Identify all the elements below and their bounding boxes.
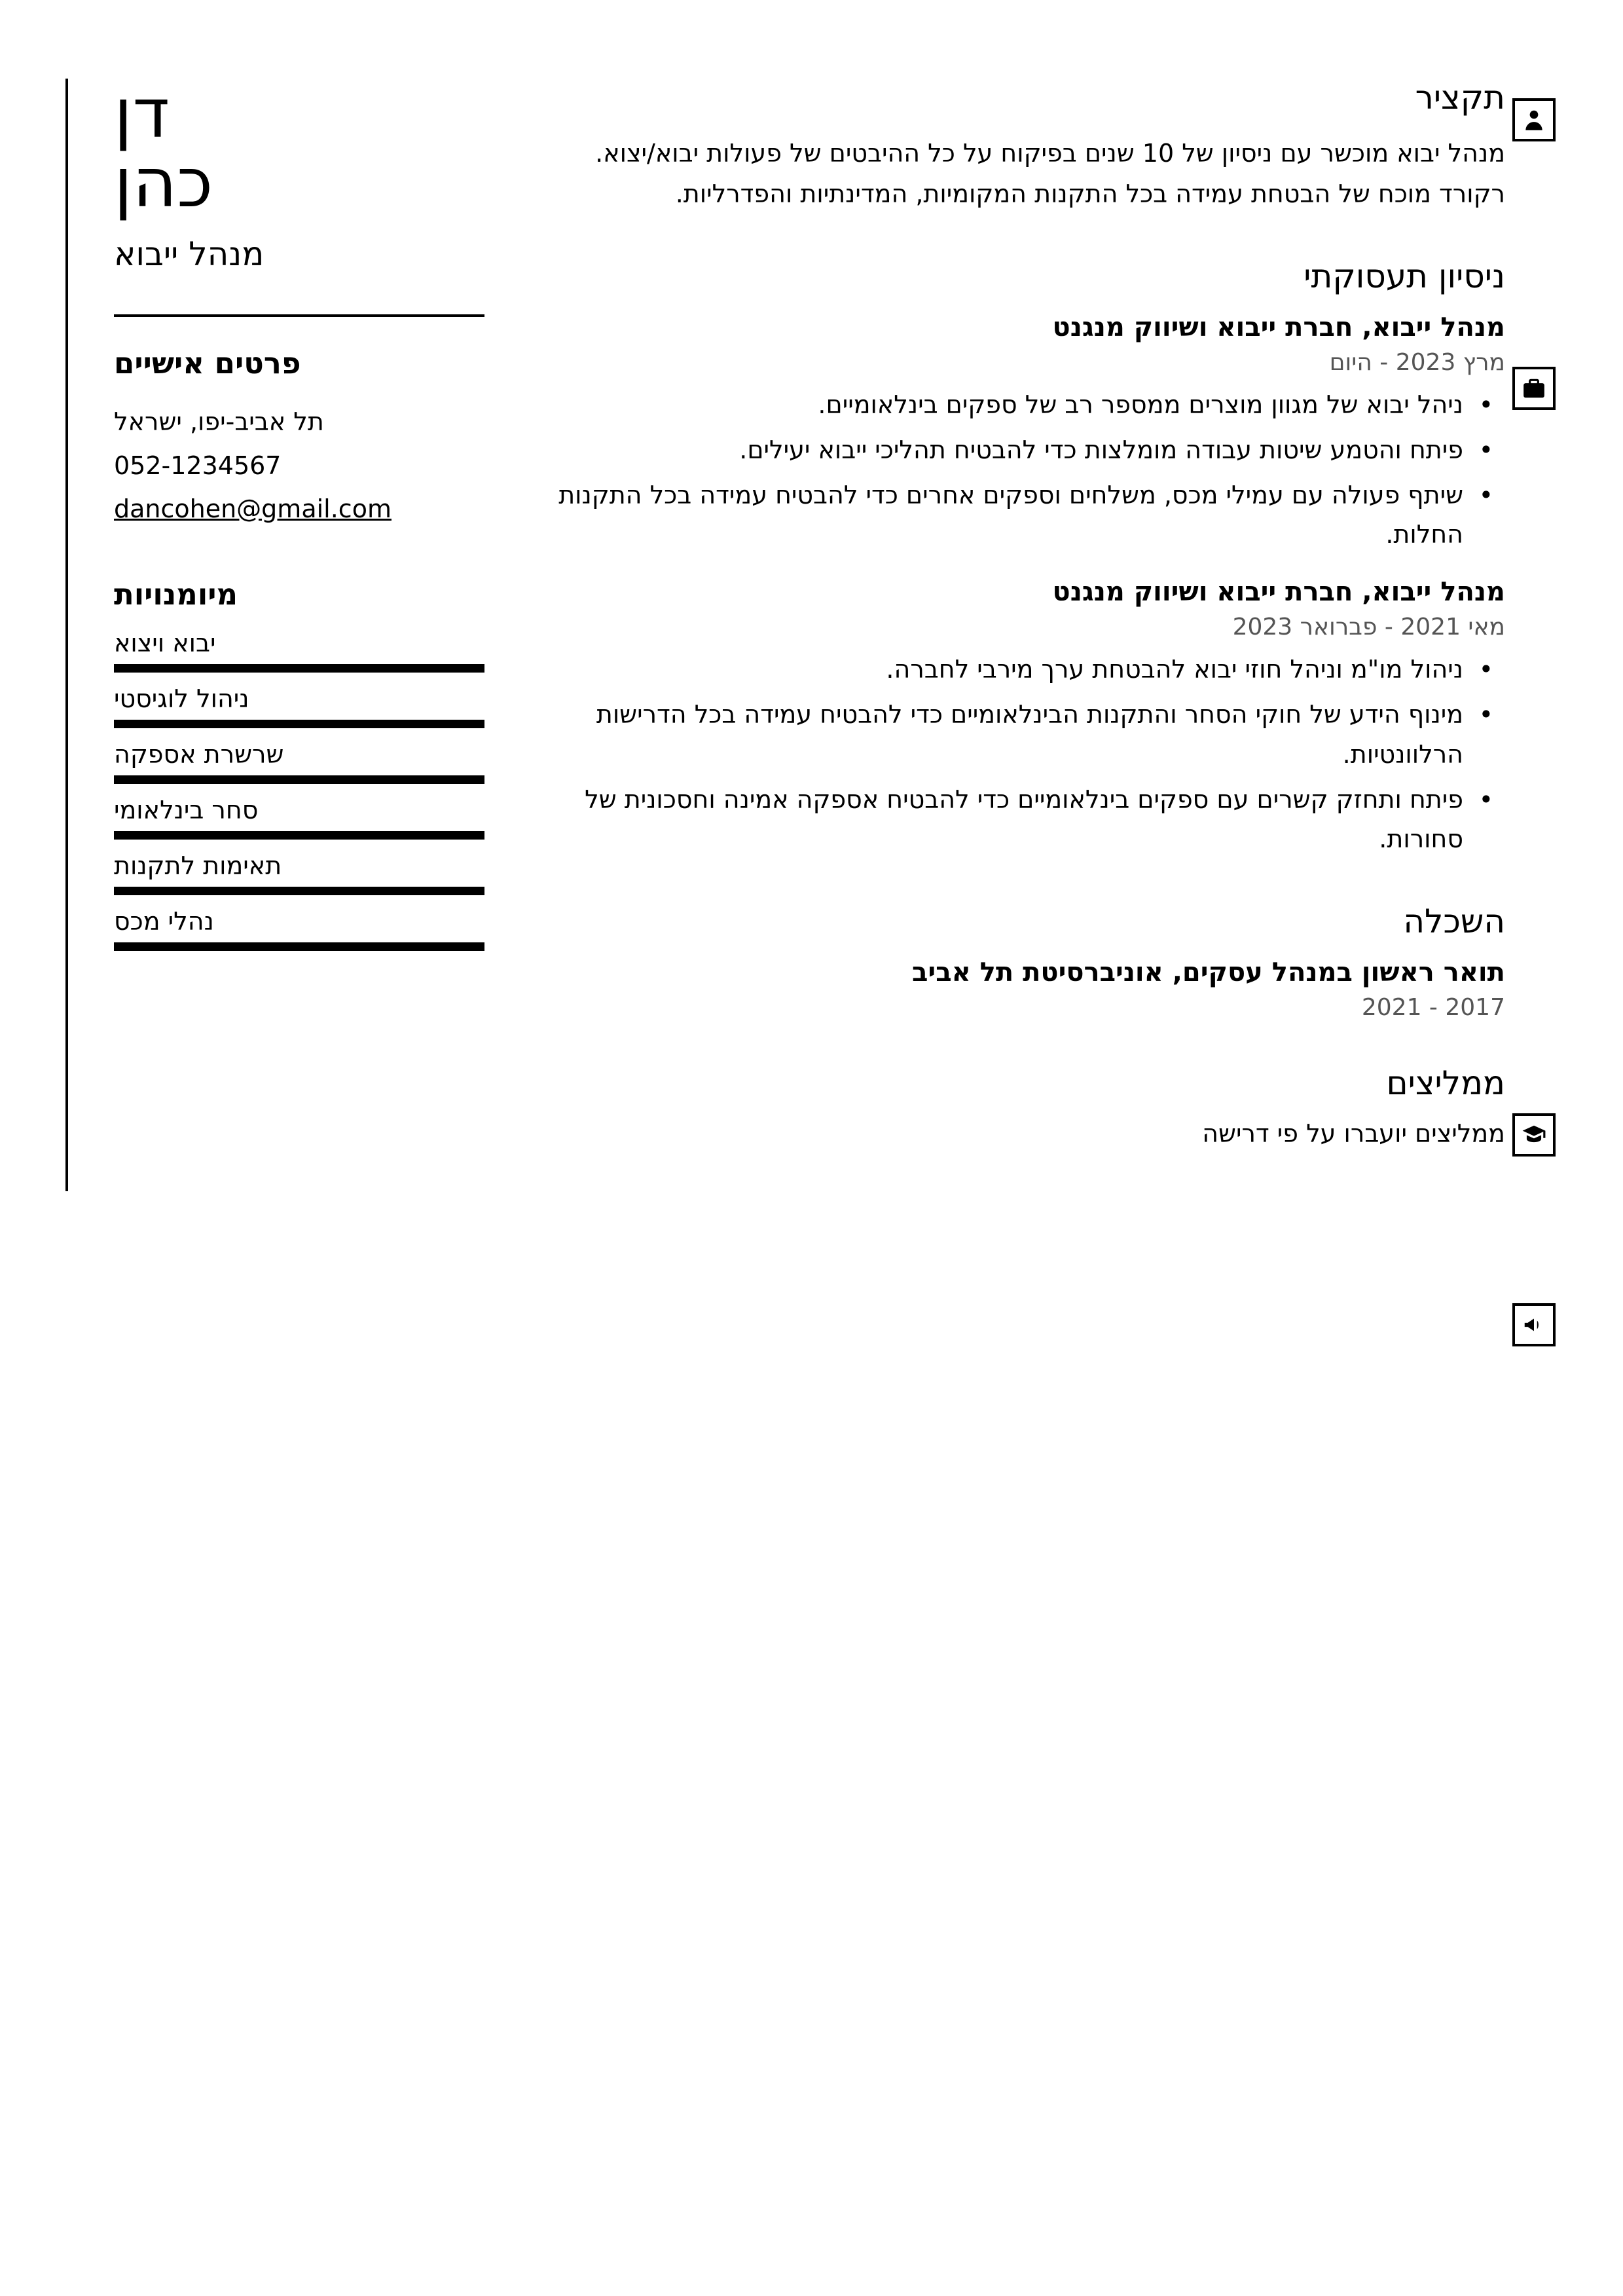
education-section (524, 902, 1505, 1021)
skill-item (114, 684, 484, 728)
main-column (484, 79, 1558, 1191)
first-name: דן (114, 73, 170, 153)
email-link-wrapper (114, 487, 484, 531)
briefcase-icon (1512, 367, 1556, 410)
education-item (524, 957, 1505, 1021)
skill-label: ניהול לוגיסטי (114, 684, 249, 713)
list-item: • ניהול מו"מ וניהל חוזי יבוא להבטחת ערך מירבי לחברה. (524, 650, 1468, 690)
person-icon (1512, 98, 1556, 141)
name-block (114, 73, 484, 274)
skill-label: נהלי מכס (114, 906, 214, 936)
skill-label: סחר בינלאומי (114, 795, 259, 824)
graduation-cap-icon (1512, 1113, 1556, 1157)
experience-item (524, 577, 1505, 859)
job-title: מנהל ייבוא (114, 235, 264, 274)
skill-label: תאימות לתקנות (114, 851, 282, 880)
experience-section (524, 257, 1505, 859)
summary-text: מנהל יבוא מוכשר עם ניסיון של 10 שנים בפיקוח על כל ההיבטים של פעולות יבוא/יצוא. רקורד מוכח של הבטחת עמידה בכל התקנות המקומיות, המדינתיות והפדרליות. (595, 139, 1505, 208)
personal-details-title: פרטים אישיים (114, 346, 301, 381)
personal-details-section (114, 346, 484, 531)
skill-label: יבוא ויצוא (114, 628, 216, 657)
skills-title: מיומנויות (114, 576, 238, 612)
references-section (524, 1064, 1505, 1148)
education-dates: 2017 - 2021 (1361, 994, 1505, 1022)
skill-item (114, 796, 484, 840)
summary-title: תקציר (1415, 79, 1505, 117)
skill-label: שרשרת אספקה (114, 739, 284, 769)
skill-item (114, 907, 484, 951)
skill-bar (114, 831, 484, 840)
location-text: תל אביב-יפו, ישראל (114, 407, 324, 437)
experience-dates: מאי 2021 - פברואר 2023 (1232, 614, 1505, 641)
list-item: • שיתף פעולה עם עמילי מכס, משלחים וספקים אחרים כדי להבטיח עמידה בכל התקנות החלות. (524, 475, 1468, 555)
sidebar-column (65, 73, 484, 1191)
experience-title: ניסיון תעסוקתי (1304, 257, 1505, 296)
references-text: ממליצים יועברו על פי דרישה (1202, 1119, 1505, 1149)
experience-bullets (524, 385, 1505, 555)
summary-section (524, 79, 1505, 214)
experience-bullets (524, 650, 1505, 859)
email-link[interactable]: dancohen@gmail.com (114, 494, 392, 524)
skill-bar (114, 887, 484, 895)
education-title: השכלה (1403, 902, 1505, 941)
skill-bar (114, 720, 484, 728)
education-heading: תואר ראשון במנהל עסקים, אוניברסיטת תל אביב (912, 957, 1505, 988)
list-item: • פיתח ותחזק קשרים עם ספקים בינלאומיים כדי להבטיח אספקה אמינה וחסכונית של סחורות. (524, 780, 1468, 860)
megaphone-icon (1512, 1303, 1556, 1346)
skill-bar (114, 775, 484, 784)
skill-bar (114, 664, 484, 673)
list-item: • מינוף הידע של חוקי הסחר והתקנות הבינלאומיים כדי להבטיח עמידה בכל הדרישות הרלוונטיות. (524, 695, 1468, 775)
phone-text: 052-1234567 (114, 451, 282, 480)
divider (114, 314, 484, 317)
list-item: • פיתח והטמע שיטות עבודה מומלצות כדי להבטיח תהליכי ייבוא יעילים. (524, 430, 1468, 470)
skill-item (114, 629, 484, 673)
experience-dates: מרץ 2023 - היום (1329, 349, 1505, 377)
list-item: • ניהל יבוא של מגוון מוצרים ממספר רב של ספקים בינלאומיים. (524, 385, 1468, 425)
skills-section (114, 577, 484, 951)
references-title: ממליצים (1386, 1064, 1505, 1103)
experience-heading: מנהל ייבוא, חברת ייבוא ושיווק מנגנט (1052, 312, 1505, 343)
last-name: כהן (114, 143, 213, 223)
skill-item (114, 851, 484, 895)
skill-item (114, 740, 484, 784)
experience-item (524, 312, 1505, 555)
experience-heading: מנהל ייבוא, חברת ייבוא ושיווק מנגנט (1052, 577, 1505, 608)
skill-bar (114, 942, 484, 951)
